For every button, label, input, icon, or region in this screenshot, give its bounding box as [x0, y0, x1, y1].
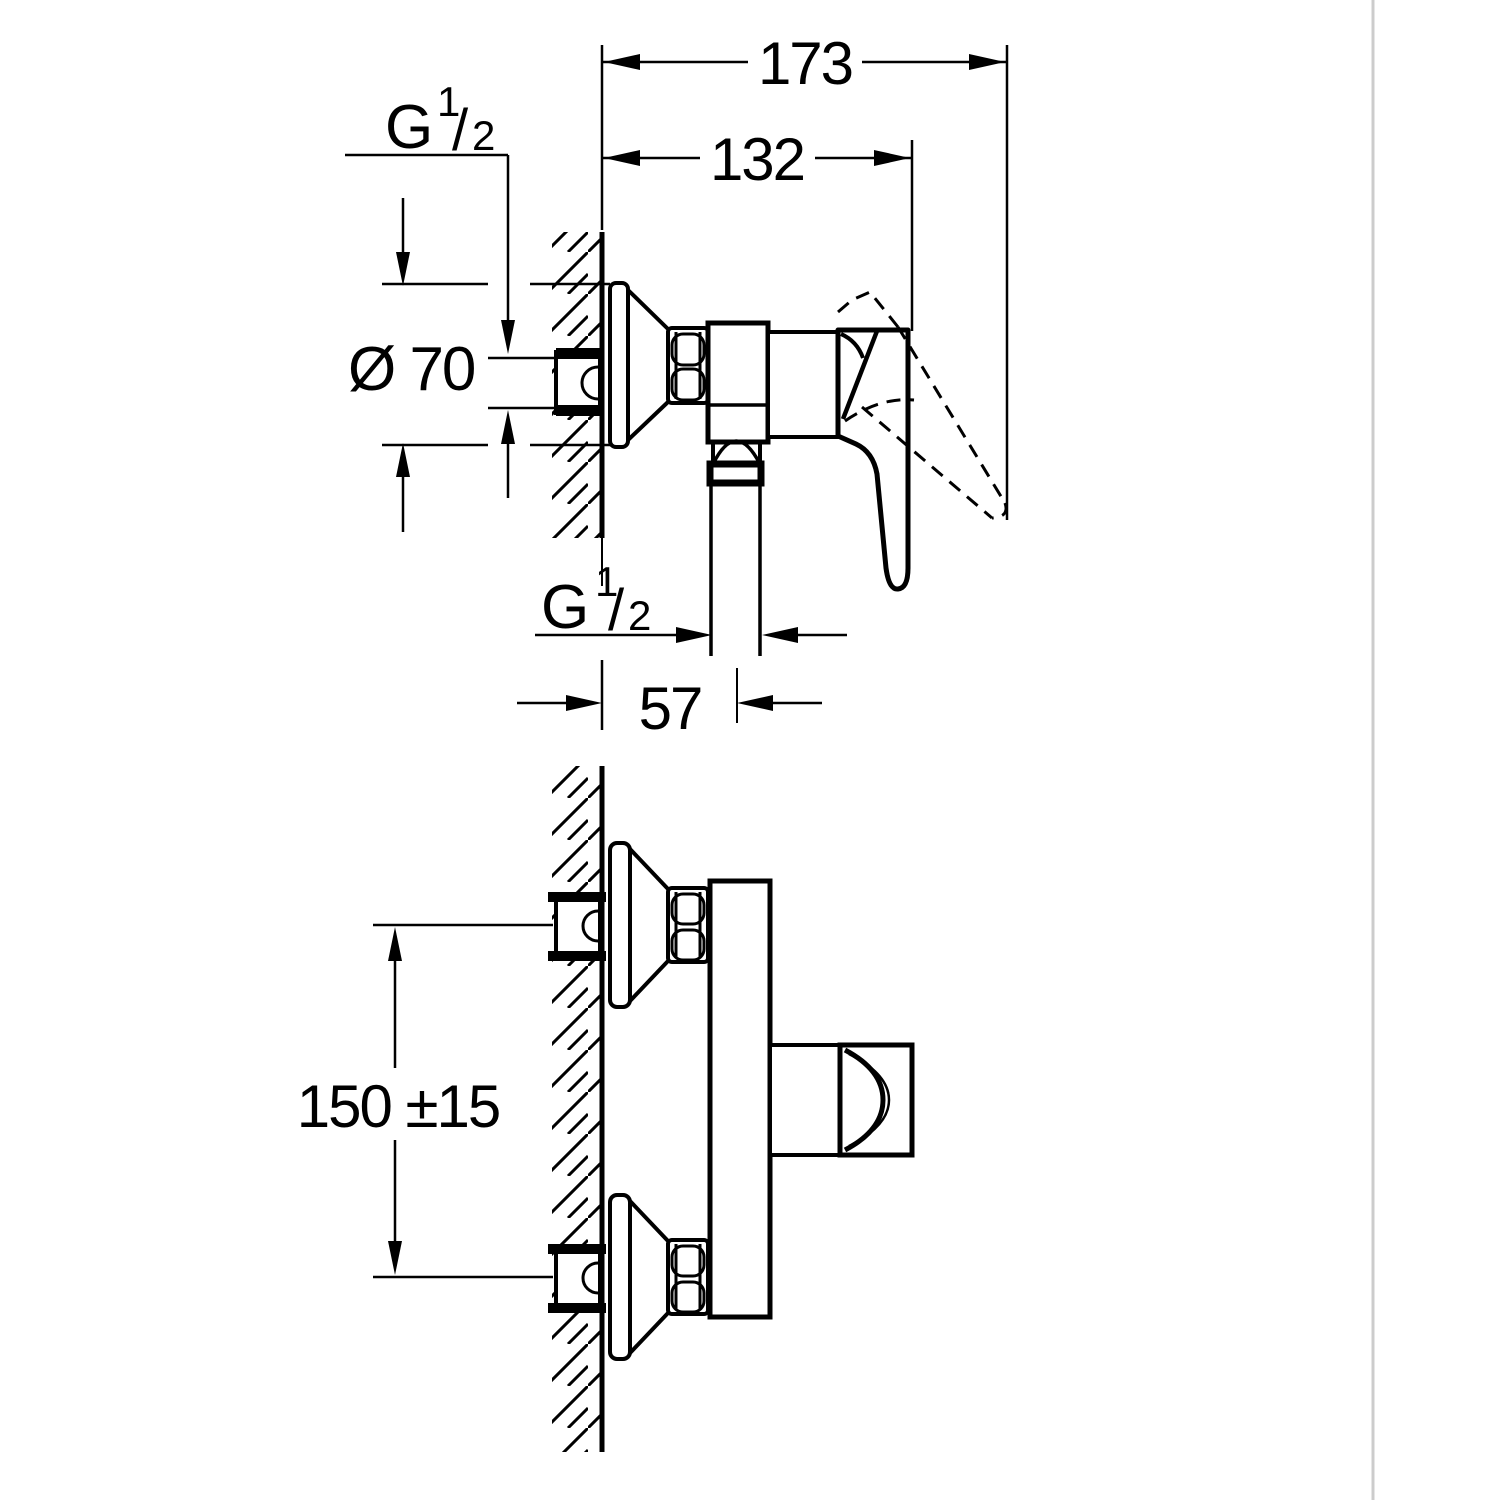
- dimension-wall-to-outlet: [517, 660, 822, 742]
- thread-outlet-slash: /: [608, 578, 623, 643]
- cartridge-housing: [768, 332, 838, 437]
- thread-outlet-num: 1: [595, 558, 617, 605]
- dim-70-text: Ø 70: [348, 335, 475, 404]
- thread-outlet-den: 2: [628, 592, 650, 639]
- dimension-body-depth: [602, 126, 912, 193]
- thread-inlet-num: 1: [437, 78, 459, 125]
- outlet-connection: [710, 441, 761, 656]
- dim-173-text: 173: [757, 30, 853, 97]
- dim-57-text: 57: [638, 675, 702, 742]
- dim-150-text: 150 ±15: [296, 1073, 500, 1140]
- thread-label-outlet: [535, 558, 847, 643]
- thread-inlet-slash: /: [452, 98, 467, 163]
- thread-outlet-base: G: [541, 573, 588, 642]
- mixer-body: [708, 323, 768, 442]
- escutcheon: [610, 283, 668, 447]
- dimension-total-depth: [602, 30, 1007, 97]
- thread-label-inlet: [345, 78, 515, 498]
- mixer-body-front: [710, 881, 770, 1317]
- lever-handle: [838, 330, 908, 589]
- side-view: [345, 30, 1007, 742]
- thread-inlet-base: G: [385, 93, 432, 162]
- dim-132-text: 132: [709, 126, 805, 193]
- lever-handle-front: [840, 1045, 912, 1155]
- dimension-connection-spacing: [297, 925, 553, 1277]
- cartridge-housing-front: [770, 1045, 840, 1155]
- thread-inlet-den: 2: [472, 112, 494, 159]
- front-view: [297, 766, 912, 1452]
- hex-union-nut: [668, 328, 708, 403]
- wall-hatching-front: [552, 766, 600, 1452]
